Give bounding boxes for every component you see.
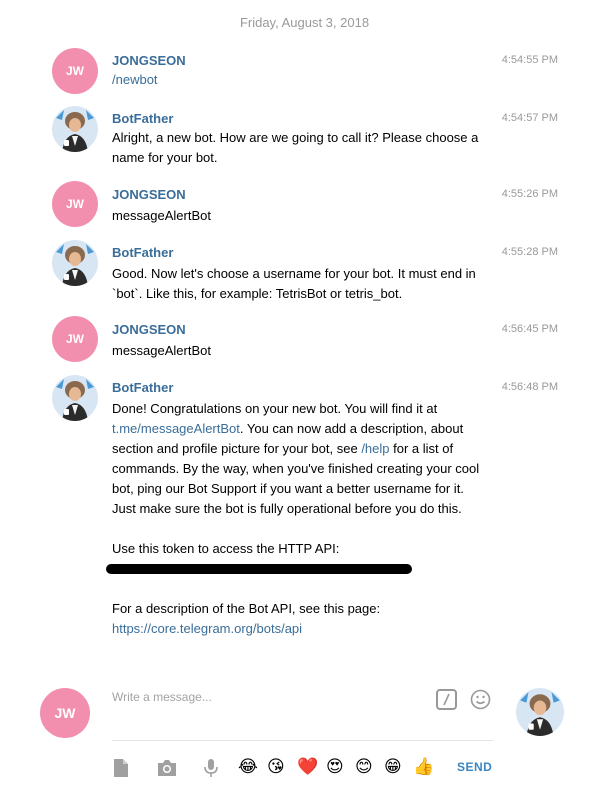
api-docs-link[interactable]: https://core.telegram.org/bots/api [112,621,303,636]
user-avatar[interactable]: JW [52,48,98,94]
message-text [112,70,492,90]
help-command-link[interactable]: /help [361,441,390,456]
smile-icon [470,689,491,710]
emoji-button[interactable] [470,689,491,710]
sender-name[interactable]: BotFather [112,245,174,260]
composer-user-avatar[interactable]: JW [40,688,90,738]
message-input[interactable] [112,686,412,708]
message-text [112,399,488,639]
api-description: For a description of the Bot API, see this page: [112,601,381,616]
message-text-part: for a list of commands. By the way, when you've finished creating your cool bot, ping our Bot Support if you want a better username for it. Just make sure the bot is fully operational before you do this. [112,441,480,516]
message-time: 4:56:45 PM [501,323,558,335]
attach-photo-button[interactable] [156,757,178,779]
sender-name[interactable]: JONGSEON [112,322,186,337]
quick-emoji-joy[interactable]: 😂 [238,757,258,776]
botfather-avatar-icon [516,688,564,736]
message-time: 4:54:57 PM [501,112,558,124]
command-link[interactable]: /newbot [112,72,158,87]
message-time: 4:56:48 PM [501,381,558,393]
message-time: 4:55:26 PM [501,188,558,200]
quick-emoji-kiss[interactable]: 😘 [267,757,285,776]
bot-avatar[interactable] [52,240,98,286]
user-avatar[interactable]: JW [52,181,98,227]
bot-commands-button[interactable] [436,689,457,710]
bot-avatar[interactable] [52,106,98,152]
quick-emoji-heart-eyes[interactable]: 😍 [326,757,344,776]
message-text: messageAlertBot [112,343,211,358]
botfather-avatar-icon [52,375,98,421]
message-time: 4:55:28 PM [501,246,558,258]
quick-emoji-heart[interactable]: ❤️ [297,757,319,776]
send-button[interactable]: SEND [457,760,493,774]
sender-name[interactable]: BotFather [112,380,174,395]
quick-emoji-blush[interactable]: 😊 [355,757,373,776]
sender-name[interactable]: JONGSEON [112,53,186,68]
message-text: Good. Now let's choose a username for your bot. It must end in `bot`. Like this, for example: TetrisBot or tetris_bot. [112,266,476,301]
message-time: 4:54:55 PM [501,54,558,66]
camera-icon [156,757,178,779]
sender-name[interactable]: JONGSEON [112,187,186,202]
microphone-icon [200,757,222,779]
composer-divider [112,740,493,741]
message-text-part: Done! Congratulations on your new bot. You will find it at [112,401,438,416]
botfather-avatar-icon [52,106,98,152]
bot-link[interactable]: t.me/messageAlertBot [112,421,240,436]
bot-avatar[interactable] [52,375,98,421]
voice-message-button[interactable] [200,757,222,779]
quick-emoji-grin[interactable]: 😁 [384,757,402,776]
message-text: messageAlertBot [112,208,211,223]
redacted-token [106,564,412,574]
message-text-part: . You can now add a description, about section and profile picture for your bot, see [112,421,464,456]
sender-name[interactable]: BotFather [112,111,174,126]
date-separator: Friday, August 3, 2018 [239,15,370,30]
file-icon [110,757,132,779]
attach-file-button[interactable] [110,757,132,779]
botfather-avatar-icon [52,240,98,286]
chat-bot-avatar[interactable] [516,688,564,736]
slash-icon [438,691,455,708]
user-avatar[interactable]: JW [52,316,98,362]
quick-emoji-thumbs-up[interactable]: 👍 [413,757,435,776]
token-label: Use this token to access the HTTP API: [112,541,340,556]
message-text: Alright, a new bot. How are we going to call it? Please choose a name for your bot. [112,130,479,165]
